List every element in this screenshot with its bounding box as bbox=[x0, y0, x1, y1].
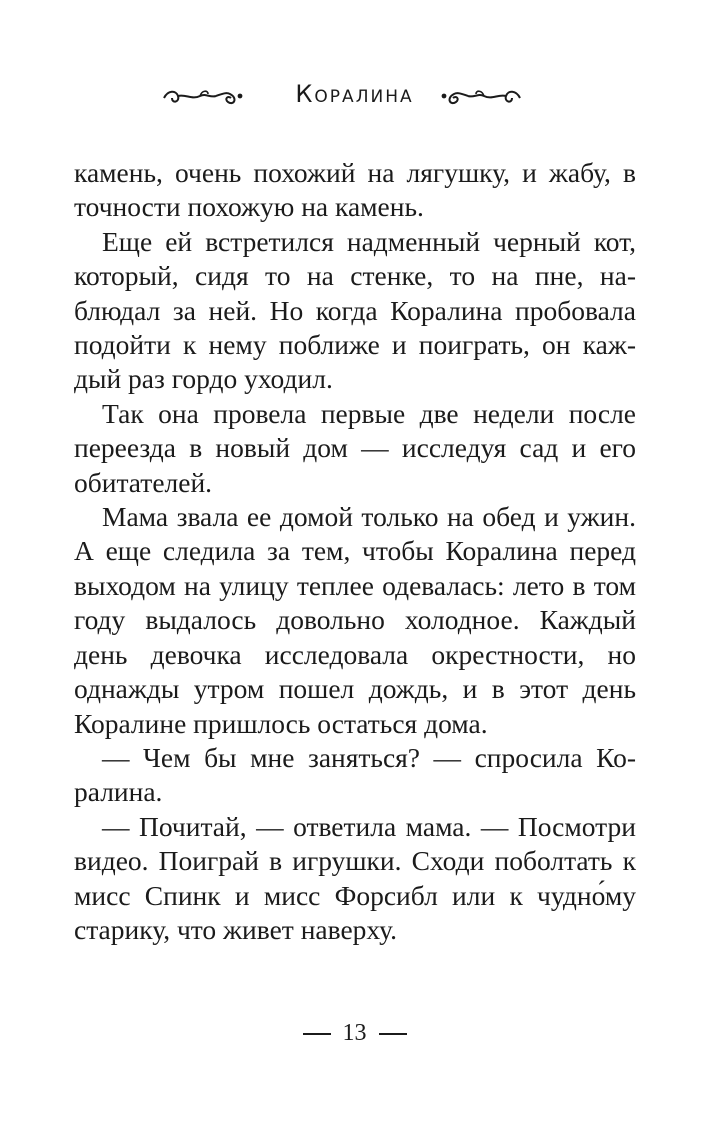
paragraph: — Чем бы мне заняться? — спросила Коралина. bbox=[74, 741, 636, 808]
running-header bbox=[0, 78, 709, 118]
paragraph: — Почитай, — ответила мама. — Посмотри видео. Поиграй в игрушки. Сходи поболтать к мисс Спинк и мисс Форсибл или к чудно́му старику, что живет наверху. bbox=[74, 810, 636, 945]
page-number: 13 bbox=[342, 1020, 367, 1046]
paragraph: Мама звала ее домой только на обед и ужин. А еще следила за тем, чтобы Коралина перед выходом на улицу теплее одевалась: лето в том году выдалось довольно холодное. Каждый день девочка исследовала окрестности, но однажды утром пошел дождь, и в этот день Коралине пришлось остаться дома. bbox=[74, 501, 636, 739]
body-text bbox=[74, 156, 636, 947]
page-number-footer bbox=[0, 1020, 709, 1050]
paragraph: Так она провела первые две недели после переезда в новый дом — исследуя сад и его обитателей. bbox=[74, 397, 636, 498]
right-flourish-ornament bbox=[440, 84, 524, 108]
paragraph: камень, очень похожий на лягушку, и жабу, в точности похожую на камень. bbox=[74, 157, 636, 223]
running-title: Коралина bbox=[295, 80, 414, 108]
folio-dash-right bbox=[379, 1033, 407, 1035]
paragraph: Еще ей встретился надменный черный кот, который, сидя то на стенке, то на пне, наблюдал за ней. Но когда Коралина пробовала подойти к нему поближе и поиграть, он каждый раз гордо уходил. bbox=[74, 225, 636, 395]
folio-dash-left bbox=[303, 1033, 331, 1035]
